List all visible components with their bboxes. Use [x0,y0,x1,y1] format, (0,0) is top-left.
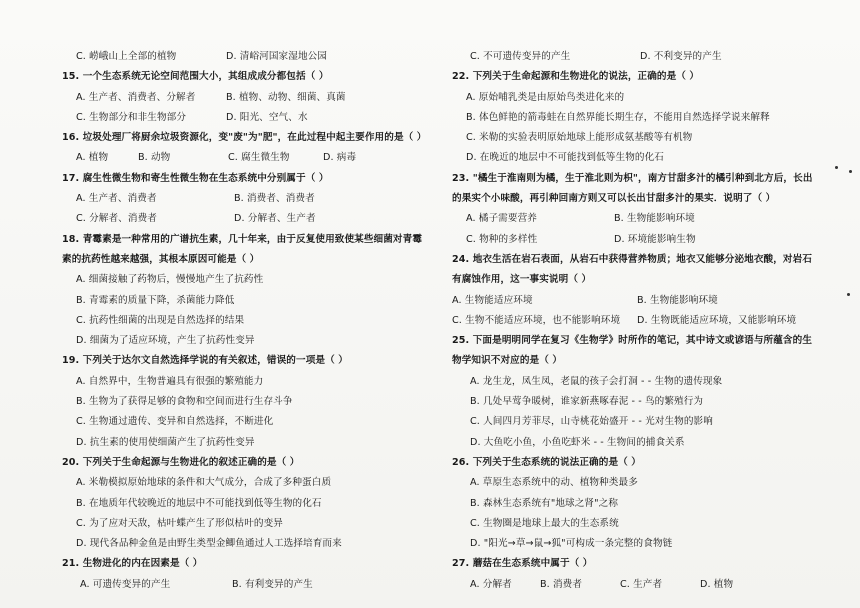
question-stem: 20. 下列关于生命起源与生物进化的叙述正确的是（ ） [62,456,300,468]
answer-option: C. 不可遗传变异的产生 [470,51,571,62]
answer-option: D. 环境能影响生物 [614,233,696,245]
answer-options-row [62,91,432,111]
answer-option: C. 分解者、消费者 [76,213,157,225]
answer-option: D. 生物既能适应环境，又能影响环境 [637,314,797,326]
question-stem: 素的抗药性越来越强，其根本原因可能是（ ） [62,253,260,265]
question-stem: 25. 下面是明明同学在复习《生物学》时所作的笔记，其中诗文或谚语与所蕴含的生 [452,335,813,347]
answer-option: D. 在晚近的地层中不可能找到低等生物的化石 [466,152,664,164]
answer-option: A. 细菌接触了药物后，慢慢地产生了抗药性 [76,274,264,286]
answer-option: B. 消费者、消费者 [234,193,315,205]
answer-option: A. 植物 [76,152,109,164]
answer-options-row [62,111,432,131]
answer-option: B. 动物 [138,152,171,164]
answer-option: A. 橘子需要营养 [466,213,537,225]
answer-options-row [62,151,432,171]
answer-option: B. 消费者 [540,578,583,590]
question-stem: 15. 一个生态系统无论空间范围大小，其组成成分都包括（ ） [62,71,329,83]
answer-option: D. 现代各品种金鱼是由野生类型金鲫鱼通过人工选择培育而来 [76,538,342,550]
question-stem: 17. 腐生性微生物和寄生性微生物在生态系统中分别属于（ ） [62,172,329,184]
answer-options-row [452,233,837,253]
question-stem: 的果实个小味酸，再引种回南方则又可以长出甘甜多汁的果实．说明了（ ） [452,193,776,205]
answer-option: B. 几处早莺争暖树，谁家新燕啄春泥 - - 鸟的繁殖行为 [470,396,704,408]
answer-option: B. 体色鲜艳的箭毒蛙在自然界能长期生存，不能用自然选择学说来解释 [466,111,770,123]
answer-options-row [62,50,432,70]
question-stem: 27. 蘑菇在生态系统中属于（ ） [452,558,593,570]
answer-options-row [452,212,837,232]
question-stem: 19. 下列关于达尔文自然选择学说的有关叙述，错误的一项是（ ） [62,355,348,367]
answer-options-row [452,578,837,598]
margin-dot [835,166,838,169]
answer-option: C. 人间四月芳菲尽，山寺桃花始盛开 - - 光对生物的影响 [470,416,713,428]
answer-option: A. 米勒模拟原始地球的条件和大气成分，合成了多种蛋白质 [76,477,332,489]
answer-option: C. 生物通过遗传、变异和自然选择，不断进化 [76,416,274,428]
answer-option: D. 分解者、生产者 [234,213,316,225]
answer-option: B. 生物能影响环境 [637,294,718,306]
answer-option: B. 植物、动物、细菌、真菌 [226,91,346,103]
answer-option: C. 生产者 [620,578,663,590]
answer-option: D. 抗生素的使用使细菌产生了抗药性变异 [76,436,255,448]
answer-options-row [452,50,837,70]
answer-option: A. 草原生态系统中的动、植物种类最多 [470,477,638,489]
answer-option: C. 为了应对天敌，枯叶蝶产生了形似枯叶的变异 [76,517,283,529]
answer-options-row [62,192,432,212]
answer-option: D. 不利变异的产生 [640,51,722,62]
question-stem: 21. 生物进化的内在因素是（ ） [62,558,203,570]
left-column [62,50,432,598]
answer-option: B. 生物能影响环境 [614,213,695,225]
answer-option: D. 植物 [700,578,734,590]
right-column [452,50,837,598]
answer-options-row [452,314,837,334]
answer-option: B. 在地质年代较晚近的地层中不可能找到低等生物的化石 [76,497,322,509]
answer-option: C. 生物不能适应环境，也不能影响环境 [452,314,621,326]
answer-option: C. 生物圈是地球上最大的生态系统 [470,517,619,529]
answer-option: C. 米勒的实验表明原始地球上能形成氨基酸等有机物 [466,132,693,144]
answer-option: B. 青霉素的质量下降，杀菌能力降低 [76,294,235,306]
answer-options-row [62,212,432,232]
answer-option: A. 自然界中，生物普遍具有很强的繁殖能力 [76,375,264,387]
margin-dot [849,170,852,173]
question-stem: 物学知识不对应的是（ ） [452,355,563,367]
question-stem: 24. 地衣生活在岩石表面，从岩石中获得营养物质；地衣又能够分泌地衣酸，对岩石 [452,253,813,265]
answer-option: C. 腐生微生物 [228,152,290,164]
answer-option: D. 清峪河国家湿地公园 [226,51,328,62]
answer-option: B. 森林生态系统有"地球之肾"之称 [470,497,619,509]
question-stem: 有腐蚀作用，这一事实说明（ ） [452,274,592,286]
margin-dot [847,293,850,296]
answer-option: B. 生物为了获得足够的食物和空间而进行生存斗争 [76,396,293,408]
question-stem: 16. 垃圾处理厂将厨余垃圾资源化，变"废"为"肥"，在此过程中起主要作用的是（ ） [62,132,427,144]
question-stem: 26. 下列关于生态系统的说法正确的是（ ） [452,456,641,468]
answer-option: C. 抗药性细菌的出现是自然选择的结果 [76,314,245,326]
answer-option: D. 病毒 [323,152,357,164]
answer-options-row [62,578,432,598]
answer-option: A. 原始哺乳类是由原始鸟类进化来的 [466,91,625,103]
answer-option: A. 可遗传变异的产生 [80,578,171,590]
answer-option: A. 分解者 [470,578,512,590]
answer-option: C. 崂峨山上全部的植物 [76,51,177,62]
answer-options-row [452,294,837,314]
answer-option: A. 生产者、消费者、分解者 [76,91,196,103]
question-stem: 22. 下列关于生命起源和生物进化的说法，正确的是（ ） [452,71,700,83]
answer-option: C. 生物部分和非生物部分 [76,111,187,123]
answer-option: A. 龙生龙，凤生凤，老鼠的孩子会打洞 - - 生物的遗传现象 [470,375,723,387]
answer-option: C. 物种的多样性 [466,233,538,245]
question-stem: 18. 青霉素是一种常用的广谱抗生素，几十年来，由于反复使用致使某些细菌对青霉 [62,233,423,245]
question-stem: 23. "橘生于淮南则为橘，生于淮北则为枳"，南方甘甜多汁的橘引种到北方后，长出 [452,172,813,184]
answer-option: D. "阳光→草→鼠→狐"可构成一条完整的食物链 [470,538,673,550]
answer-option: A. 生物能适应环境 [452,294,533,306]
answer-option: D. 大鱼吃小鱼，小鱼吃虾米 - - 生物间的捕食关系 [470,436,685,448]
answer-option: A. 生产者、消费者 [76,193,157,205]
answer-option: D. 阳光、空气、水 [226,111,308,123]
answer-option: B. 有利变异的产生 [232,578,313,590]
answer-option: D. 细菌为了适应环境，产生了抗药性变异 [76,335,255,347]
